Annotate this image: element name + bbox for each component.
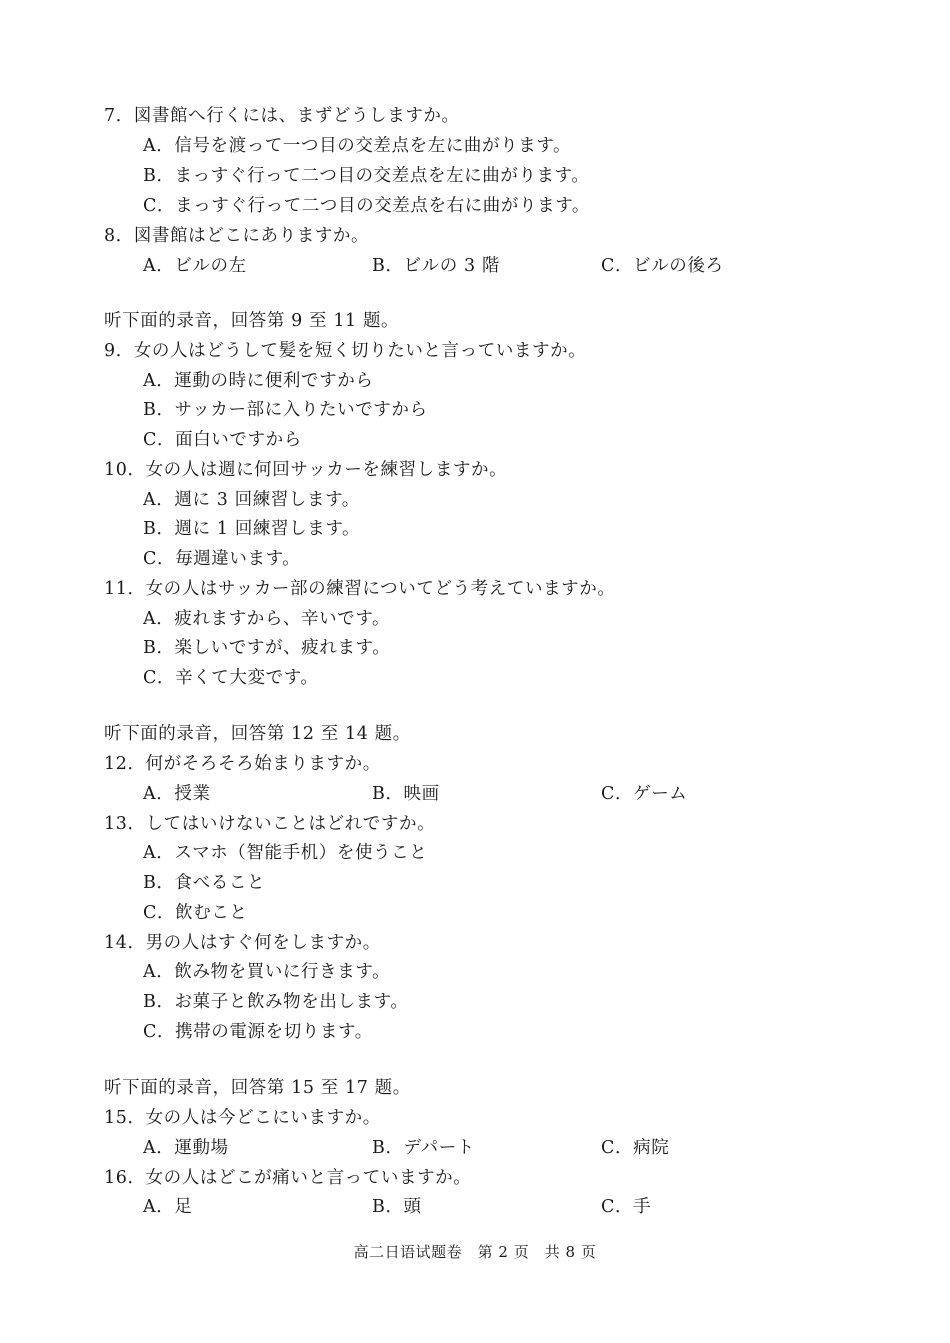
q7-option-c: C．まっすぐ行って二つ目の交差点を右に曲がります。	[143, 196, 590, 216]
q7-option-b: B．まっすぐ行って二つ目の交差点を左に曲がります。	[143, 166, 590, 186]
q14-option-a: A．飲み物を買いに行きます。	[143, 962, 391, 982]
q14-option-b: B．お菓子と飲み物を出します。	[143, 992, 409, 1012]
question-14: 14．男の人はすぐ何をしますか。	[104, 933, 381, 953]
section-heading-15-17: 听下面的录音，回答第 15 至 17 题。	[104, 1078, 411, 1098]
q11-option-b: B．楽しいですが、疲れます。	[143, 638, 391, 658]
q10-option-b: B．週に 1 回練習します。	[143, 519, 361, 539]
q16-option-b: B．頭	[372, 1197, 422, 1217]
q14-option-c: C．携帯の電源を切ります。	[143, 1022, 373, 1042]
q13-option-b: B．食べること	[143, 873, 266, 893]
q12-option-b: B．映画	[372, 784, 440, 804]
question-15: 15．女の人は今どこにいますか。	[104, 1108, 381, 1128]
question-9: 9．女の人はどうして髪を短く切りたいと言っていますか。	[104, 341, 587, 361]
page-footer: 高二日语试题卷 第 2 页 共 8 页	[353, 1243, 597, 1261]
section-heading-12-14: 听下面的录音，回答第 12 至 14 题。	[104, 724, 411, 744]
q15-option-b: B．デパート	[372, 1138, 475, 1158]
q13-option-a: A．スマホ（智能手机）を使うこと	[143, 843, 428, 863]
q16-option-a: A．足	[143, 1197, 193, 1217]
q16-option-c: C．手	[601, 1197, 652, 1217]
question-16: 16．女の人はどこが痛いと言っていますか。	[104, 1168, 472, 1188]
q13-option-c: C．飲むこと	[143, 903, 248, 923]
q11-option-a: A．疲れますから、辛いです。	[143, 609, 391, 629]
q8-option-c: C．ビルの後ろ	[601, 256, 724, 276]
q15-option-c: C．病院	[601, 1138, 670, 1158]
q8-option-a: A．ビルの左	[143, 256, 247, 276]
q12-option-c: C．ゲーム	[601, 784, 688, 804]
q7-option-a: A．信号を渡って一つ目の交差点を左に曲がります。	[143, 136, 572, 156]
question-10: 10．女の人は週に何回サッカーを練習しますか。	[104, 460, 508, 480]
q11-option-c: C．辛くて大変です。	[143, 668, 319, 688]
q10-option-c: C．毎週違います。	[143, 549, 301, 569]
q9-option-c: C．面白いですから	[143, 430, 302, 450]
q12-option-a: A．授業	[143, 784, 211, 804]
question-11: 11．女の人はサッカー部の練習についてどう考えていますか。	[104, 579, 616, 599]
q9-option-b: B．サッカー部に入りたいですから	[143, 400, 428, 420]
q9-option-a: A．運動の時に便利ですから	[143, 371, 374, 391]
question-8: 8．図書館はどこにありますか。	[104, 226, 370, 246]
question-13: 13．してはいけないことはどれですか。	[104, 814, 436, 834]
question-7: 7．図書館へ行くには、まずどうしますか。	[104, 106, 460, 126]
q8-option-b: B．ビルの 3 階	[372, 256, 501, 276]
q15-option-a: A．運動場	[143, 1138, 229, 1158]
q10-option-a: A．週に 3 回練習します。	[143, 490, 360, 510]
section-heading-9-11: 听下面的录音，回答第 9 至 11 题。	[104, 311, 400, 331]
question-12: 12．何がそろそろ始まりますか。	[104, 754, 381, 774]
